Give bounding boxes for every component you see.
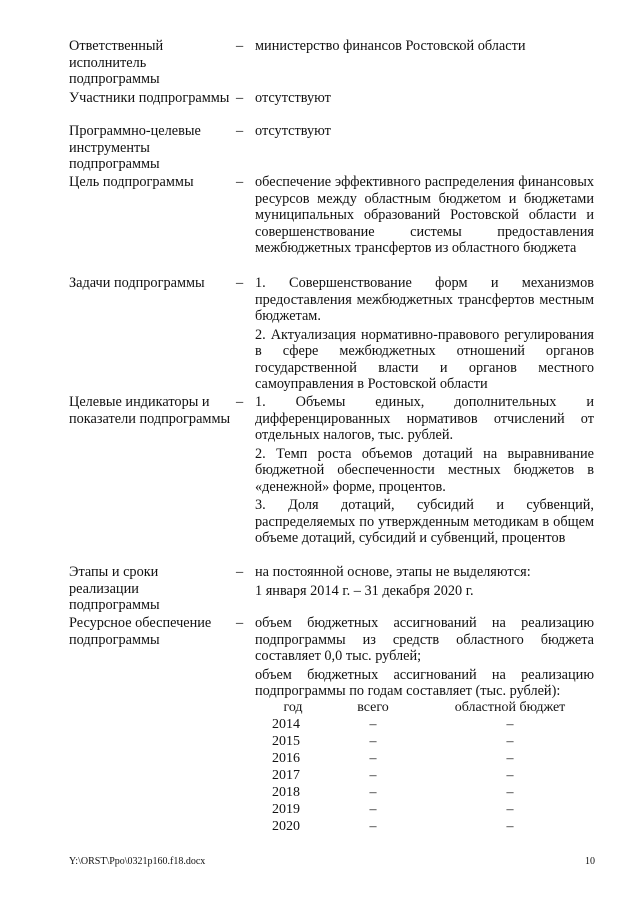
- cell-year: 2014: [272, 717, 300, 732]
- row-label: Этапы и сроки реализации подпрограммы: [69, 564, 160, 613]
- cell-regional: –: [506, 802, 514, 817]
- row-value: [255, 564, 594, 601]
- row-dash: –: [236, 275, 244, 291]
- row-paragraph: 1. Совершенствование форм и механизмов предоставления межбюджетных трансфертов местным бюджетам.: [255, 275, 594, 324]
- cell-year: 2019: [272, 802, 300, 817]
- cell-regional: –: [506, 734, 514, 749]
- row-value: [255, 38, 594, 57]
- row-label: Задачи подпрограммы: [69, 275, 205, 291]
- header-total: всего: [357, 700, 389, 715]
- row-label: Ответственный исполнитель подпрограммы: [69, 38, 164, 87]
- row-paragraph: отсутствуют: [255, 123, 331, 139]
- row-dash: –: [236, 38, 244, 54]
- row-label: Целевые индикаторы и показатели подпрограммы: [69, 394, 231, 427]
- table-row: [255, 750, 594, 767]
- row-paragraph: обеспечение эффективного распределения финансовых ресурсов между областным бюджетом и бюджетами муниципальных образований Ростовской области и совершенствование системы предоставления межбюджетных трансфертов из областного бюджета: [255, 174, 594, 256]
- cell-total: –: [369, 717, 377, 732]
- table-row: [255, 716, 594, 733]
- row-paragraph: 3. Доля дотаций, субсидий и субвенций, распределяемых по утвержденным методикам в общем объеме дотаций, субсидий и субвенций, процентов: [255, 497, 594, 546]
- cell-year: 2020: [272, 819, 300, 834]
- cell-year: 2015: [272, 734, 300, 749]
- cell-regional: –: [506, 819, 514, 834]
- row-value: [255, 394, 594, 549]
- cell-regional: –: [506, 785, 514, 800]
- file-path-footer: Y:\ORST\Ppo\0321p160.f18.docx: [69, 856, 206, 867]
- cell-total: –: [369, 819, 377, 834]
- row-paragraph: 2. Актуализация нормативно-правового регулирования в сфере межбюджетных отношений органов государственной власти и органов местного самоуправления в Ростовской области: [255, 326, 594, 392]
- row-paragraph: министерство финансов Ростовской области: [255, 38, 526, 54]
- header-regional-budget: областной бюджет: [454, 700, 566, 715]
- header-year: год: [283, 700, 303, 715]
- row-dash: –: [236, 123, 244, 139]
- row-paragraph: отсутствуют: [255, 90, 331, 106]
- row-dash: –: [236, 615, 244, 631]
- row-value: [255, 90, 594, 109]
- table-row: [255, 733, 594, 750]
- row-dash: –: [236, 564, 244, 580]
- table-header: [255, 699, 594, 716]
- cell-year: 2016: [272, 751, 300, 766]
- row-paragraph: на постоянной основе, этапы не выделяются:: [255, 564, 531, 580]
- table-row: [255, 784, 594, 801]
- budget-table: [255, 699, 594, 835]
- row-dash: –: [236, 90, 244, 106]
- cell-total: –: [369, 785, 377, 800]
- row-label: Программно-целевые инструменты подпрограммы: [69, 123, 201, 172]
- row-value: [255, 615, 594, 702]
- row-paragraph: 1 января 2014 г. – 31 декабря 2020 г.: [255, 582, 474, 599]
- row-value: [255, 123, 594, 142]
- row-paragraph: 2. Темп роста объемов дотаций на выравнивание бюджетной обеспеченности местных бюджетов в «денежной» форме, процентов.: [255, 445, 594, 495]
- cell-total: –: [369, 734, 377, 749]
- row-value: [255, 174, 594, 259]
- row-dash: –: [236, 174, 244, 190]
- row-label: Участники подпрограммы: [69, 90, 230, 106]
- table-row: [255, 767, 594, 784]
- cell-total: –: [369, 802, 377, 817]
- row-paragraph: объем бюджетных ассигнований на реализацию подпрограммы из средств областного бюджета составляет 0,0 тыс. рублей;: [255, 615, 594, 664]
- cell-regional: –: [506, 751, 514, 766]
- row-paragraph: объем бюджетных ассигнований на реализацию подпрограммы по годам составляет (тыс. рублей):: [255, 666, 594, 699]
- cell-year: 2017: [272, 768, 300, 783]
- cell-regional: –: [506, 768, 514, 783]
- row-dash: –: [236, 394, 244, 410]
- cell-year: 2018: [272, 785, 300, 800]
- table-row: [255, 801, 594, 818]
- cell-regional: –: [506, 717, 514, 732]
- row-label: Цель подпрограммы: [69, 174, 194, 190]
- row-paragraph: 1. Объемы единых, дополнительных и дифференцированных нормативов отчислений от отдельных налогов, тыс. рублей.: [255, 394, 594, 443]
- table-row: [255, 818, 594, 835]
- row-label: Ресурсное обеспечение подпрограммы: [69, 615, 212, 648]
- row-value: [255, 275, 594, 395]
- cell-total: –: [369, 768, 377, 783]
- page-number: 10: [585, 856, 595, 867]
- cell-total: –: [369, 751, 377, 766]
